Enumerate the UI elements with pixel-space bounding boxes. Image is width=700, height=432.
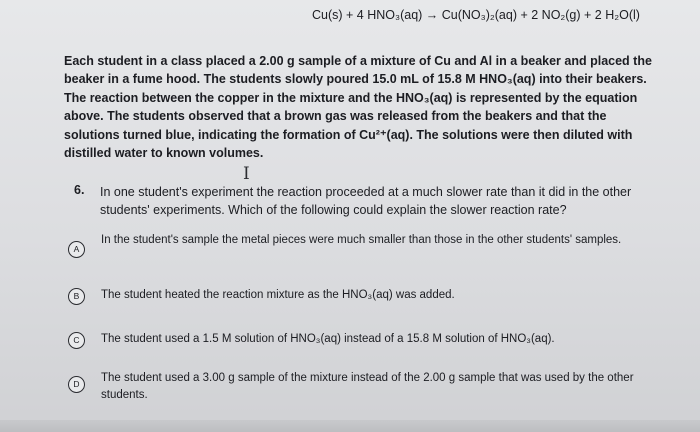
page-bottom-edge bbox=[0, 420, 700, 432]
choice-text-a: In the student's sample the metal pieces were much smaller than those in the other students' samples. bbox=[101, 234, 622, 246]
answer-choice-c[interactable] bbox=[68, 330, 668, 366]
choice-bubble-b[interactable]: B bbox=[68, 288, 85, 305]
text-cursor-icon: I bbox=[243, 164, 250, 184]
choice-bubble-c[interactable]: C bbox=[68, 332, 85, 349]
choice-bubble-a[interactable]: A bbox=[68, 241, 85, 258]
question-number: 6. bbox=[74, 183, 85, 197]
answer-choice-b[interactable] bbox=[68, 286, 668, 322]
answer-choice-d[interactable] bbox=[68, 370, 668, 406]
question-passage: Each student in a class placed a 2.00 g sample of a mixture of Cu and Al in a beaker and placed the beaker in a fume hood. The students slowly poured 15.0 mL of 15.8 M HNO₃(aq) into their beakers. The reaction between the copper in the mixture and the HNO₃(aq) is represented by the equation above. The students observed that a brown gas was released from the beakers and that the solutions turned blue, indicating the formation of Cu²⁺(aq). The solutions were then diluted with distilled water to known volumes. bbox=[64, 54, 652, 161]
choice-bubble-d[interactable]: D bbox=[68, 376, 85, 393]
answer-choice-a[interactable] bbox=[68, 232, 668, 268]
choice-text-c: The student used a 1.5 M solution of HNO₃(aq) instead of a 15.8 M solution of HNO₃(aq). bbox=[101, 333, 555, 345]
choice-text-b: The student heated the reaction mixture as the HNO₃(aq) was added. bbox=[101, 289, 455, 301]
reaction-equation: Cu(s) + 4 HNO₃(aq) → Cu(NO₃)₂(aq) + 2 NO₂(g) + 2 H₂O(l) bbox=[312, 8, 640, 22]
question-text: In one student's experiment the reaction proceeded at a much slower rate than it did in the other students' experiments. Which of the following could explain the slower reaction rate? bbox=[100, 185, 632, 218]
choice-text-d: The student used a 3.00 g sample of the mixture instead of the 2.00 g sample that was used by the other students. bbox=[101, 372, 634, 401]
